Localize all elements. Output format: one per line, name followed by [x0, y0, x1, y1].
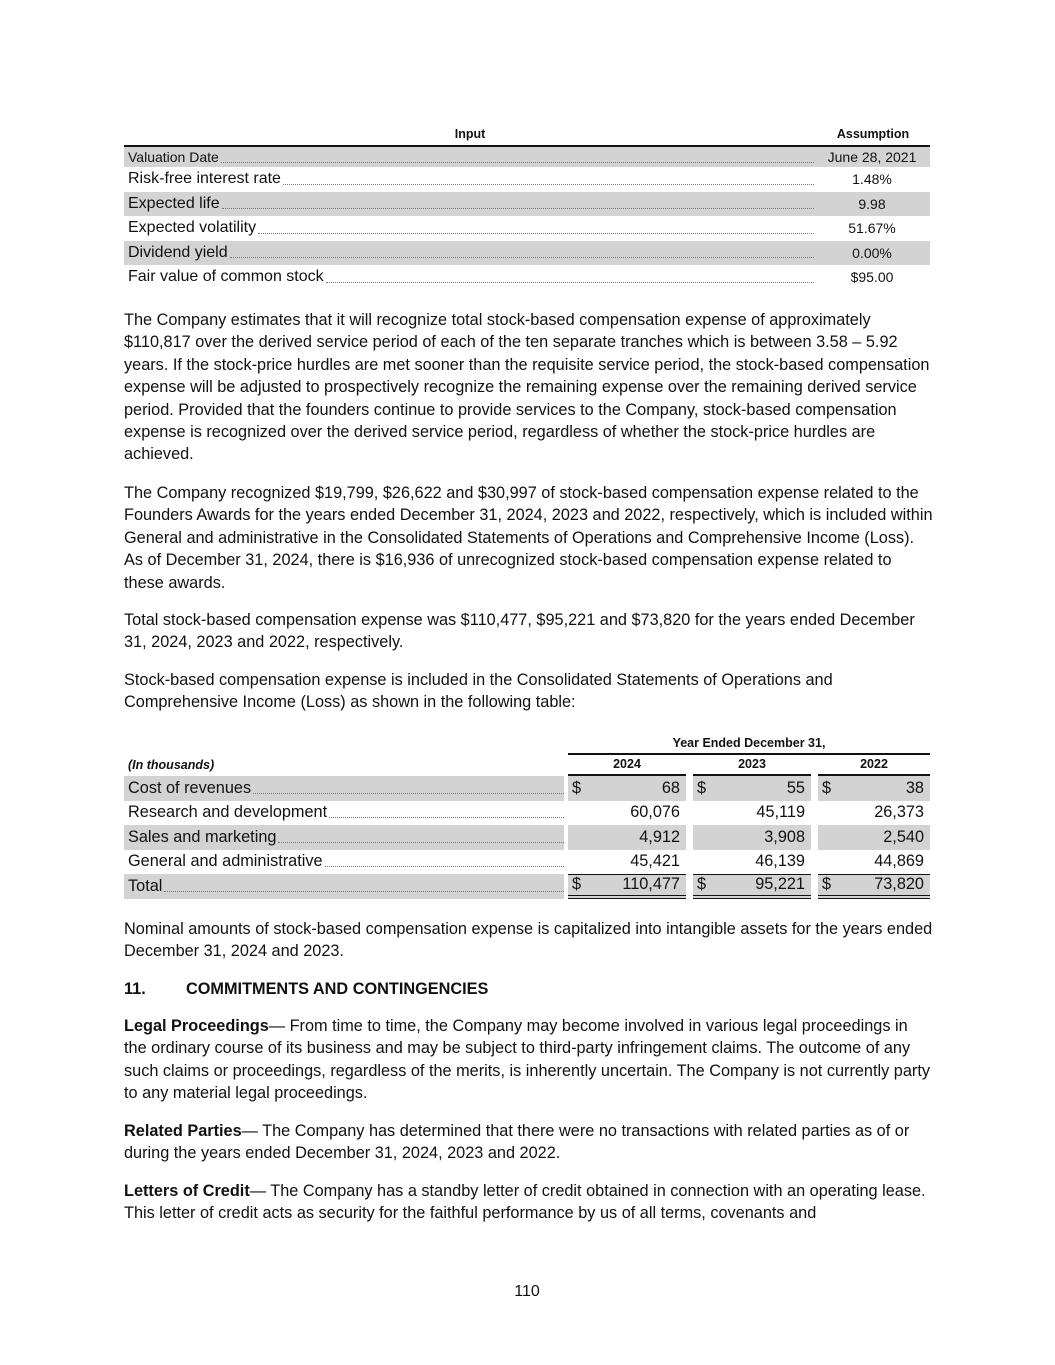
term-label: Letters of Credit [124, 1182, 250, 1200]
assumptions-table [124, 125, 930, 290]
table-row [124, 265, 930, 290]
cell-value: 45,421 [630, 852, 680, 871]
row-label: Expected life [128, 194, 220, 212]
section-heading [124, 980, 488, 999]
paragraph-total-expense: Total stock-based compensation expense was $110,477, $95,221 and $73,820 for the years ended December 31, 2024, 2023 and 2022, respectively. [124, 611, 915, 652]
paragraph-related-parties [124, 1120, 934, 1165]
cell-value: 110,477 [622, 875, 680, 894]
paragraph-founders-awards: The Company recognized $19,799, $26,622 and $30,997 of stock-based compensation expense related to the Founders Awards for the years ended December 31, 2024, 2023 and 2022, respectively, which is included within General and administrative in the Consolidated Statements of Operations and Comprehensive Income (Loss). As of December 31, 2024, there is $16,936 of unrecognized stock-based compensation expense related to these awards. [124, 484, 933, 592]
term-label: Related Parties [124, 1122, 242, 1140]
table-row [124, 850, 930, 875]
paragraph-legal-proceedings [124, 1015, 934, 1105]
cell-value: 60,076 [630, 803, 680, 822]
term-text: — The Company has a standby letter of credit obtained in connection with an operating lease. This letter of credit acts as security for the faithful performance by us of all terms, covenants and [124, 1182, 926, 1223]
table-row [124, 167, 930, 192]
page-number: 110 [514, 1283, 540, 1300]
row-label: Valuation Date [128, 149, 219, 165]
row-label: Research and development [128, 803, 328, 822]
table-row-total [124, 874, 930, 899]
currency-symbol: $ [697, 875, 707, 894]
table-row [124, 776, 930, 801]
row-label: Dividend yield [128, 243, 228, 261]
row-value: 9.98 [858, 195, 886, 212]
year-column-header: 2023 [693, 757, 811, 776]
year-ended-header: Year Ended December 31, [568, 736, 930, 755]
currency-symbol: $ [822, 875, 832, 894]
row-label: Cost of revenues [128, 778, 252, 797]
cell-value: 2,540 [883, 827, 924, 846]
row-value: 51.67% [848, 220, 896, 237]
term-text: — The Company has determined that there were no transactions with related parties as of or during the years ended December 31, 2024, 2023 and 2022. [124, 1122, 910, 1163]
cell-value: 44,869 [874, 852, 924, 871]
table-row [124, 147, 930, 167]
section-title: COMMITMENTS AND CONTINGENCIES [186, 980, 489, 998]
paragraph-letters-of-credit [124, 1180, 934, 1225]
paragraph-expected-expense: The Company estimates that it will recognize total stock-based compensation expense of approximately $110,817 over the derived service period of each of the ten separate tranches which is between 3.58 – 5.92 years. If the stock-price hurdles are met sooner than the requisite service period, the stock-based compensation expense will be adjusted to prospectively recognize the remaining expense over the remaining derived service period. Provided that the founders continue to provide services to the Company, stock-based compensation expense is recognized over the derived service period, regardless of whether the stock-price hurdles are achieved. [124, 311, 930, 464]
cell-value: 4,912 [639, 827, 680, 846]
paragraph-table-intro: Stock-based compensation expense is included in the Consolidated Statements of Operations and Comprehensive Income (Loss) as shown in the following table: [124, 671, 833, 712]
paragraph-capitalized: Nominal amounts of stock-based compensation expense is capitalized into intangible assets for the years ended December 31, 2024 and 2023. [124, 920, 933, 961]
row-value: 1.48% [852, 171, 892, 188]
table-row [124, 241, 930, 266]
cell-value: 73,820 [874, 875, 924, 894]
cell-value: 55 [786, 778, 805, 797]
row-label: Total [128, 876, 163, 895]
row-value: $95.00 [850, 269, 894, 286]
currency-symbol: $ [572, 875, 582, 894]
cell-value: 26,373 [874, 803, 924, 822]
table-row [124, 801, 930, 826]
assumption-column-header: Assumption [836, 127, 910, 141]
row-label: Sales and marketing [128, 827, 277, 846]
cell-value: 46,139 [755, 852, 805, 871]
cell-value: 68 [661, 778, 680, 797]
row-value: 0.00% [852, 244, 892, 261]
year-column-header: 2022 [818, 757, 930, 776]
currency-symbol: $ [822, 778, 832, 797]
currency-symbol: $ [572, 778, 582, 797]
term-text: — From time to time, the Company may become involved in various legal proceedings in the ordinary course of its business and may be subject to third-party infringement claims. The outcome of any such claims or proceedings, regardless of the merits, is inherently uncertain. The Company is not currently party to any material legal proceedings. [124, 1017, 930, 1103]
table-row [124, 216, 930, 241]
assumptions-table-header [124, 125, 930, 147]
term-label: Legal Proceedings [124, 1017, 269, 1035]
units-label: (In thousands) [128, 758, 215, 772]
row-label: Risk-free interest rate [128, 170, 281, 188]
row-label: Fair value of common stock [128, 268, 324, 286]
section-number: 11. [124, 980, 146, 998]
cell-value: 95,221 [755, 875, 805, 894]
cell-value: 38 [905, 778, 924, 797]
cell-value: 45,119 [756, 803, 805, 822]
row-label: Expected volatility [128, 219, 257, 237]
row-label: General and administrative [128, 852, 323, 871]
input-column-header: Input [454, 127, 486, 141]
cell-value: 3,908 [764, 827, 805, 846]
table-row [124, 192, 930, 217]
row-value: June 28, 2021 [827, 149, 917, 165]
currency-symbol: $ [697, 778, 707, 797]
table-row [124, 825, 930, 850]
year-column-header: 2024 [568, 757, 686, 776]
